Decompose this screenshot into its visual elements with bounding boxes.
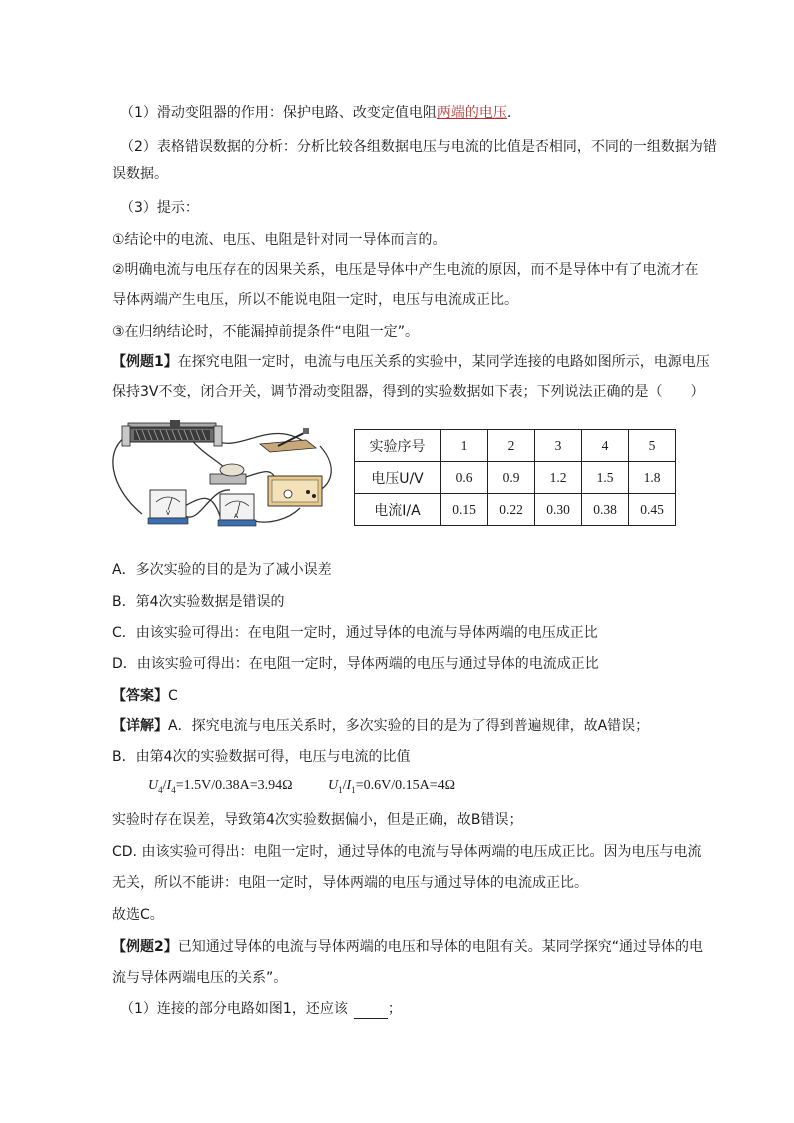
text: 在探究电阻一定时，电流与电压关系的实验中，某同学连接的电路如图所示，电源电压 <box>177 354 710 370</box>
text: =1.5V/0.38A=3.94Ω <box>175 778 293 793</box>
detail-line-a <box>112 716 649 736</box>
table-header-cell: 实验序号 <box>355 430 441 462</box>
power-supply-icon <box>268 476 322 506</box>
resistor-icon <box>210 464 246 484</box>
table-row <box>355 462 676 494</box>
symbol: I <box>166 778 172 793</box>
switch-icon <box>260 428 316 452</box>
subscript: 4 <box>171 784 176 795</box>
rheostat-icon <box>122 420 222 446</box>
ammeter-icon <box>218 494 256 526</box>
table-row <box>355 430 676 462</box>
table-cell: 0.6 <box>441 462 488 494</box>
detail-line-cd-b: 无关，所以不能讲：电阻一定时，导体两端的电压与通过导体的电流成正比。 <box>112 875 588 891</box>
example-2-line-b: 流与导体两端电压的关系”。 <box>112 970 288 986</box>
table-cell: 0.45 <box>629 494 676 526</box>
wire <box>250 508 300 522</box>
text: （1）连接的部分电路如图1，还应该 <box>120 1001 348 1017</box>
table-cell: 1.5 <box>582 462 629 494</box>
symbol: / <box>342 778 347 793</box>
option-b: B．第4次实验数据是错误的 <box>112 594 285 610</box>
table-header-cell: 4 <box>582 430 629 462</box>
option-c: C．由该实验可得出：在电阻一定时，通过导体的电流与导体两端的电压成正比 <box>112 625 598 641</box>
subscript: 1 <box>338 784 343 795</box>
answer-line <box>112 686 178 706</box>
table-row <box>355 494 676 526</box>
detail-line-b2: 实验时存在误差，导致第4次实验数据偏小，但是正确，故B错误； <box>112 812 523 828</box>
meter-label: A <box>234 513 239 520</box>
table-cell: 0.15 <box>441 494 488 526</box>
formula-1 <box>148 778 293 795</box>
example-tag: 【例题2】 <box>112 939 178 955</box>
hint-2b: 导体两端产生电压，所以不能说电阻一定时，电压与电流成正比。 <box>112 292 518 308</box>
answer-value: C <box>168 688 178 704</box>
table-cell: 1.2 <box>535 462 582 494</box>
option-d: D．由该实验可得出：在电阻一定时，导体两端的电压与通过导体的电流成正比 <box>112 656 599 672</box>
paragraph-1 <box>120 103 511 123</box>
example-1-line-b: 保持3V不变，闭合开关，调节滑动变阻器，得到的实验数据如下表；下列说法正确的是（ ） <box>112 384 705 400</box>
table-header-cell: 3 <box>535 430 582 462</box>
paragraph-2b: 误数据。 <box>112 166 168 182</box>
symbol: / <box>162 778 167 793</box>
table-header-cell: 1 <box>441 430 488 462</box>
detail-line-b: B．由第4次的实验数据可得，电压与电流的比值 <box>112 749 411 765</box>
table-cell: 0.22 <box>488 494 535 526</box>
hint-1: ①结论中的电流、电压、电阻是针对同一导体而言的。 <box>112 232 447 248</box>
answer-tag: 【答案】 <box>112 688 168 704</box>
table-header-cell: 2 <box>488 430 535 462</box>
hint-2a: ②明确电流与电压存在的因果关系，电压是导体中产生电流的原因，而不是导体中有了电流才在 <box>112 262 699 278</box>
voltmeter-icon <box>148 490 188 524</box>
table-row-label: 电流I/A <box>355 494 441 526</box>
text: A．探究电流与电压关系时，多次实验的目的是为了得到普遍规律，故A错误； <box>168 718 650 734</box>
answer-blank <box>354 1004 388 1019</box>
choose-line: 故选C。 <box>112 907 164 923</box>
text: （1）滑动变阻器的作用：保护电路、改变定值电阻 <box>120 105 437 121</box>
formula-2 <box>328 778 455 795</box>
text: ； <box>387 1001 402 1017</box>
highlight-text: 两端的电压 <box>436 105 507 121</box>
table-cell: 0.9 <box>488 462 535 494</box>
hint-3: ③在归纳结论时，不能漏掉前提条件“电阻一定”。 <box>112 324 420 340</box>
paragraph-2a: （2）表格错误数据的分析：分析比较各组数据电压与电流的比值是否相同，不同的一组数据为错 <box>120 139 717 155</box>
subscript: 1 <box>351 784 356 795</box>
subscript: 4 <box>158 784 163 795</box>
symbol: U <box>328 778 339 793</box>
paragraph-3: （3）提示： <box>120 200 199 216</box>
table-cell: 0.30 <box>535 494 582 526</box>
circuit-illustration <box>110 418 340 528</box>
example-tag: 【例题1】 <box>112 354 178 370</box>
example-2-line-a <box>112 937 703 957</box>
example-1-line-a <box>112 352 710 372</box>
detail-line-cd-a: CD. 由该实验可得出：电阻一定时，通过导体的电流与导体两端的电压成正比。因为电压与电流 <box>112 844 702 860</box>
detail-tag: 【详解】 <box>112 718 168 734</box>
table-header-cell: 5 <box>629 430 676 462</box>
text: =0.6V/0.15A=4Ω <box>355 778 455 793</box>
meter-label: V <box>166 510 171 517</box>
symbol: I <box>346 778 352 793</box>
table-cell: 0.38 <box>582 494 629 526</box>
text: 已知通过导体的电流与导体两端的电压和导体的电阻有关。某同学探究“通过导体的电 <box>177 939 704 955</box>
data-table <box>354 429 676 526</box>
table-row-label: 电压U/V <box>355 462 441 494</box>
table-cell: 1.8 <box>629 462 676 494</box>
example-2-line-c <box>120 999 402 1019</box>
text: . <box>506 105 512 121</box>
option-a: A．多次实验的目的是为了减小误差 <box>112 562 332 578</box>
symbol: U <box>148 778 159 793</box>
